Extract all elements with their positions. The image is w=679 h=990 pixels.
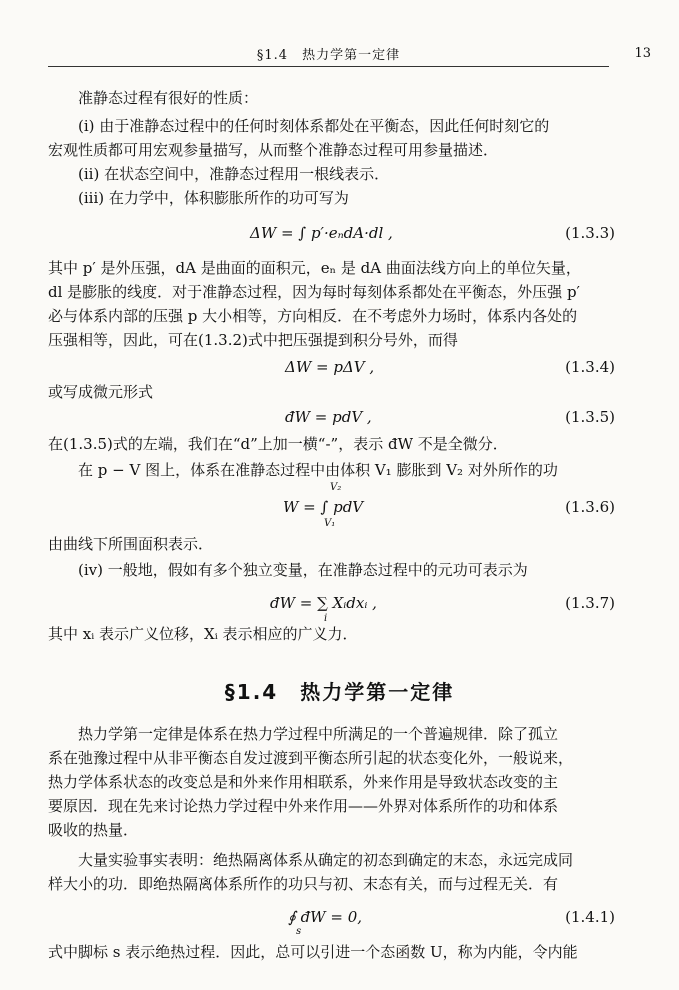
text-line: 在(1.3.5)式的左端，我们在“d”上加一横“-”，表示 đW 不是全微分． <box>48 435 508 453</box>
integral-upper-limit: V₂ <box>330 482 342 493</box>
equation-number: (1.3.3) <box>565 224 615 242</box>
page-number: 13 <box>634 46 651 61</box>
text-line: (iii) 在力学中，体积膨胀所作的功可写为 <box>78 189 349 207</box>
text-line: dl 是膨胀的线度．对于准静态过程，因为每时每刻体系都处在平衡态，外压强 p′ <box>48 283 580 301</box>
equation: ΔW = ∫ p′·eₙdA·dl , <box>250 224 393 242</box>
header-title: §1.4 热力学第一定律 <box>256 48 401 63</box>
equation-number: (1.4.1) <box>565 908 615 926</box>
text-line: (iv) 一般地，假如有多个独立变量，在准静态过程中的元功可表示为 <box>78 561 528 579</box>
text-line: 热力学体系状态的改变总是和外来作用相联系，外来作用是导致状态改变的主 <box>48 773 559 791</box>
equation: ∮ đW = 0, <box>288 908 363 926</box>
text-line: 式中脚标 s 表示绝热过程．因此，总可以引进一个态函数 U，称为内能，令内能 <box>48 943 578 961</box>
contour-integral-subscript: s <box>296 926 302 937</box>
text-line: 热力学第一定律是体系在热力学过程中所满足的一个普遍规律．除了孤立 <box>78 725 559 743</box>
equation: đW = pdV , <box>285 408 372 426</box>
text-line: 或写成微元形式 <box>48 383 154 401</box>
text-line: 压强相等，因此，可在(1.3.2)式中把压强提到积分号外，而得 <box>48 331 458 349</box>
text-line: 由曲线下所围面积表示． <box>48 535 214 553</box>
text-line: 其中 xᵢ 表示广义位移，Xᵢ 表示相应的广义力． <box>48 625 358 643</box>
section-heading: §1.4 热力学第一定律 <box>224 680 455 704</box>
text-line: 准静态过程有很好的性质： <box>78 89 259 107</box>
equation: W = ∫ pdV <box>283 498 364 516</box>
text-line: 其中 p′ 是外压强，dA 是曲面的面积元，eₙ 是 dA 曲面法线方向上的单位矢量， <box>48 259 581 277</box>
equation-number: (1.3.6) <box>565 498 615 516</box>
text-line: 必与体系内部的压强 p 大小相等，方向相反．在不考虑外力场时，体系内各处的 <box>48 307 578 325</box>
equation-number: (1.3.4) <box>565 358 615 376</box>
text-line: 吸收的热量． <box>48 821 139 839</box>
equation: đW = ∑ Xᵢdxᵢ , <box>270 594 377 612</box>
text-line: (i) 由于准静态过程中的任何时刻体系都处在平衡态，因此任何时刻它的 <box>78 117 550 135</box>
text-line: 大量实验事实表明：绝热隔离体系从确定的初态到确定的末态，永远完成同 <box>78 851 574 869</box>
equation-number: (1.3.5) <box>565 408 615 426</box>
summation-index: i <box>324 613 328 624</box>
integral-lower-limit: V₁ <box>324 518 336 529</box>
text-line: 样大小的功．即绝热隔离体系所作的功只与初、末态有关，而与过程无关．有 <box>48 875 559 893</box>
running-header <box>48 36 651 67</box>
equation-number: (1.3.7) <box>565 594 615 612</box>
text-line: 宏观性质都可用宏观参量描写，从而整个准静态过程可用参量描述． <box>48 141 499 159</box>
text-line: (ii) 在状态空间中，准静态过程用一根线表示． <box>78 165 390 183</box>
text-line: 要原因．现在先来讨论热力学过程中外来作用——外界对体系所作的功和体系 <box>48 797 559 815</box>
equation: ΔW = pΔV , <box>285 358 375 376</box>
text-line: 在 p − V 图上，体系在准静态过程中由体积 V₁ 膨胀到 V₂ 对外所作的功 <box>78 461 558 479</box>
text-line: 系在弛豫过程中从非平衡态自发过渡到平衡态所引起的状态变化外，一般说来， <box>48 749 574 767</box>
